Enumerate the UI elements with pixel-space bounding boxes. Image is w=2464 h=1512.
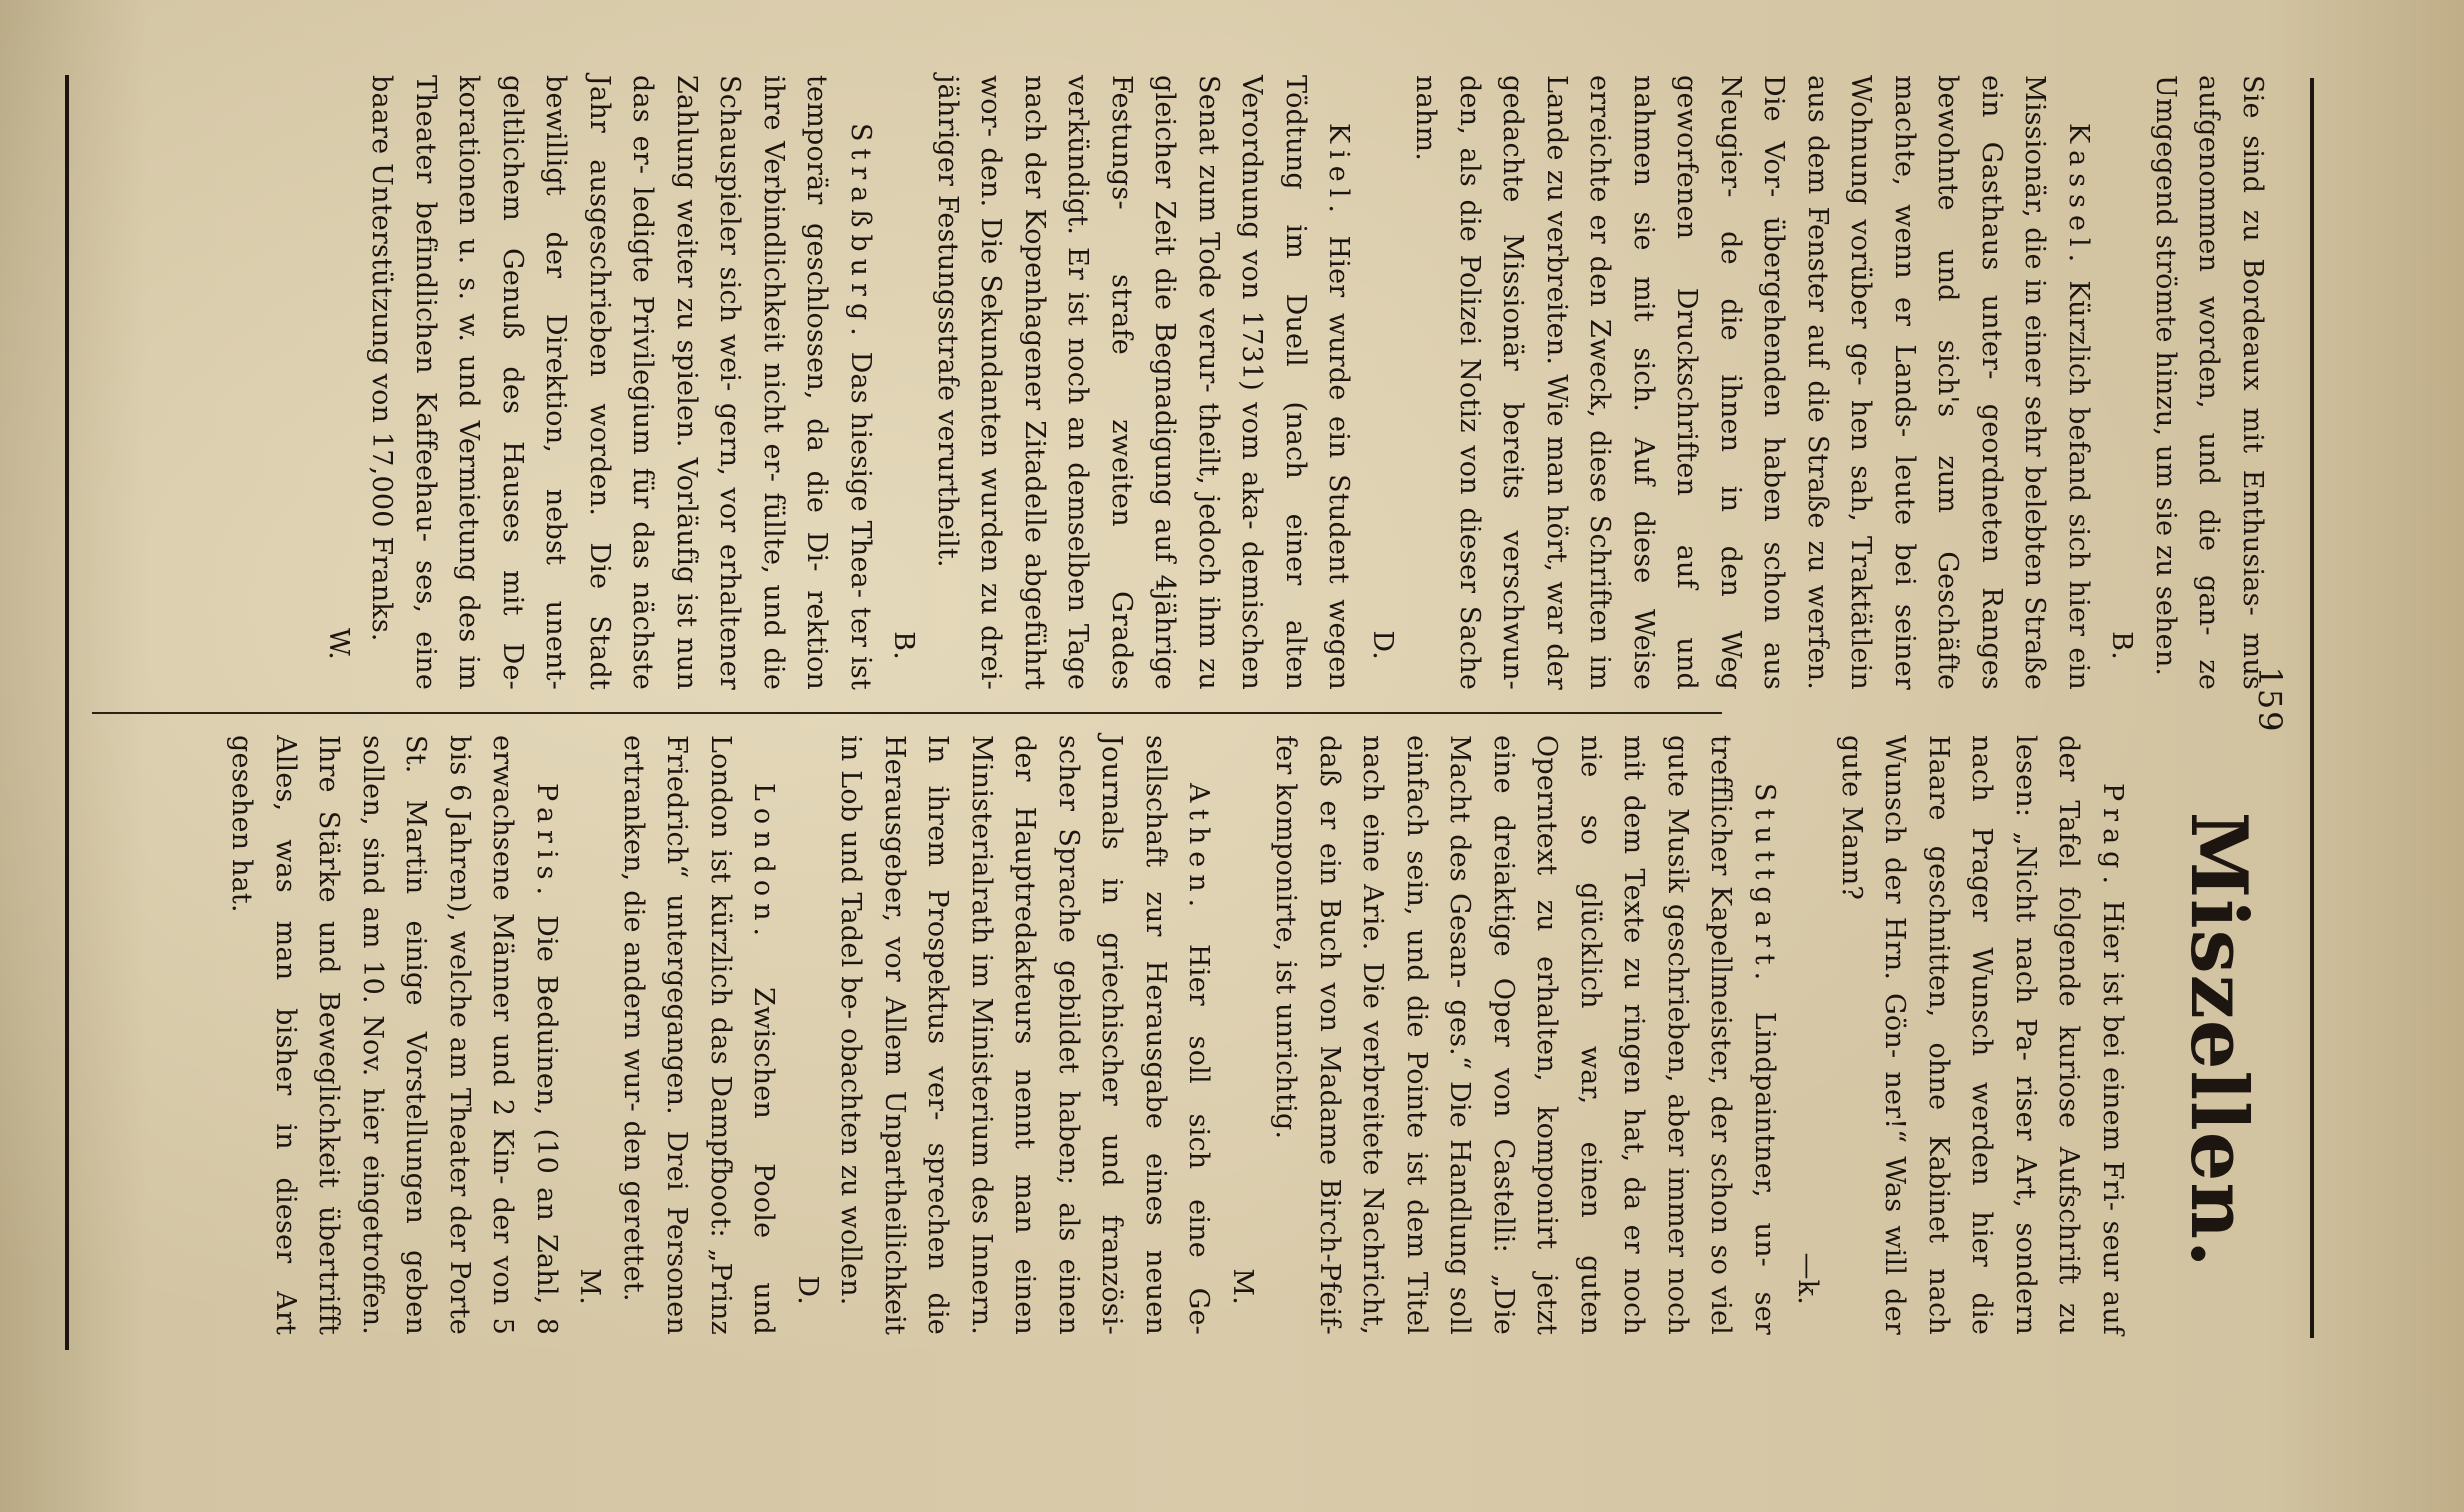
article-signature: D.: [1367, 630, 1398, 660]
article-place: Prag.: [2097, 783, 2128, 892]
column-divider: [92, 712, 1722, 714]
top-rule: [2310, 78, 2314, 1338]
bottom-rule: [65, 75, 69, 1350]
article-paragraph: [612, 735, 786, 1335]
article-paragraph: [220, 735, 568, 1335]
article-paragraph: [926, 75, 1361, 690]
article-signature: B.: [888, 631, 920, 660]
article-place: Stuttgart.: [1749, 783, 1780, 988]
page-number: 159: [2251, 666, 2289, 734]
column-left: [104, 735, 2134, 1335]
article-paragraph: [360, 75, 882, 690]
article-text: Lindpaintner, un- ser trefflicher Kapellmeister, der schon so viel gute Musik geschrieben, aber immer noch mit dem Texte zu ringen hat, da er noch nie so glücklich war, einen guten Operntext zu erhalten, komponirt jetzt eine dreiaktige Oper von Castelli: „Die Macht des Gesan- ges.“ Die Handlung soll einfach sein, und die Pointe ist dem Titel nach eine Arie. Die verbreitete Nachricht, daß er ein Buch von Madame Birch-Pfeif- fer komponirte, ist unrichtig.: [1270, 735, 1780, 1335]
article-text: Kürzlich befand sich hier ein Missionär, die in einer sehr belebten Straße ein Gasthaus unter- geordneten Ranges bewohnte und sich's zum Geschäfte machte, wenn er Lands- leute bei seiner Wohnung vorüber ge- hen sah, Traktätlein aus dem Fenster auf die Straße zu werfen. Die Vor- übergehenden haben schon aus Neugier- de die ihnen in den Weg geworfenen Druckschriften auf und nahmen sie mit sich. Auf diese Weise erreichte er den Zweck, diese Schriften im Lande zu verbreiten. Wie man hört, war der gedachte Missionär bereits verschwun- den, als die Polizei Notiz von dieser Sache nahm.: [1410, 75, 2094, 690]
article-text: Hier soll sich eine Ge- sellschaft zur Herausgabe eines neuen Journals in griechischer und französi- scher Sprache gebildet haben; als einen der Hauptredakteurs nennt man einen Ministerialrath im Ministerium des Innern. In ihrem Prospektus ver- sprechen die Herausgeber, vor Allem Unpartheilichkeit in Lob und Tadel be- obachten zu wollen.: [835, 735, 1215, 1335]
article-paragraph: [1830, 735, 2135, 1335]
article-paragraph: [829, 735, 1221, 1335]
article-signature: M.: [1227, 1268, 1258, 1305]
column-right: [74, 75, 2274, 690]
article-paragraph: [1404, 75, 2100, 690]
article-paragraph: [2144, 75, 2275, 690]
article-signature: —k.: [1792, 1252, 1824, 1305]
article-place: Kiel.: [1323, 123, 1355, 221]
article-signature: D.: [792, 1275, 823, 1305]
article-signature: W.: [323, 627, 354, 660]
article-place: Straßburg.: [845, 123, 876, 343]
article-signature: B.: [2106, 631, 2138, 660]
article-text: Hier wurde ein Student wegen Tödtung im Duell (nach einer alten Verordnung von 1731) vom aka- demischen Senat zum Tode verur- theilt, jedoch ihm zu gleicher Zeit die Begnadigung auf 4jährige Festungs- strafe zweiten Grades verkündigt. Er ist noch an demselben Tage nach der Kopenhagener Zitadelle abgeführt wor- den. Die Sekundanten wurden zu drei- jähriger Festungsstrafe verurtheilt.: [932, 75, 1355, 690]
article-place: Kassel.: [2063, 123, 2094, 270]
article-text: Hier ist bei einem Fri- seur auf der Tafel folgende kuriose Aufschrift zu lesen: „Nicht nach Pa- riser Art, sondern nach Prager Wunsch werden hier die Haare geschnitten, ohne Kabinet nach Wunsch der Hrn. Gön- ner!“ Was will der gute Mann?: [1836, 735, 2128, 1335]
article-signature: M.: [574, 1268, 606, 1305]
section-heading: Miszellen.: [2173, 811, 2264, 1269]
article-place: Athen.: [1183, 783, 1215, 915]
article-text: Zwischen Poole und London ist kürzlich das Dampfboot: „Prinz Friedrich“ untergegangen. Drei Personen ertranken, die andern wur- den gerettet.: [618, 735, 780, 1335]
article-text: Die Beduinen, (10 an Zahl, 8 erwachsene Männer und 2 Kin- der von 5 bis 6 Jahren), welche am Theater der Porte St. Martin einige Vorstellungen geben sollen, sind am 10. Nov. hier eingetroffen. Ihre Stärke und Beweglichkeit übertrifft Alles, was man bisher in dieser Art gesehen hat.: [226, 735, 562, 1335]
article-text: Sie sind zu Bordeaux mit Enthusias- mus aufgenommen worden, und die gan- ze Umgegend strömte hinzu, um sie zu sehen.: [2150, 75, 2268, 690]
article-place: Paris.: [531, 783, 562, 903]
article-place: London.: [748, 783, 780, 944]
article-text: Das hiesige Thea- ter ist temporär geschlossen, da die Di- rektion ihre Verbindlichkeit nicht er- füllte, und die Schauspieler sich wei- gern, vor erhaltener Zahlung weiter zu spielen. Vorläufig ist nun das er- ledigte Privilegium für das nächste Jahr ausgeschrieben worden. Die Stadt bewilligt der Direktion, nebst unent- geltlichem Genuß des Hauses mit De- korationen u. s. w. und Vermietung des im Theater befindlichen Kaffeehau- ses, eine baare Unterstützung von 17,000 Franks.: [366, 75, 876, 691]
article-paragraph: [1264, 735, 1786, 1335]
